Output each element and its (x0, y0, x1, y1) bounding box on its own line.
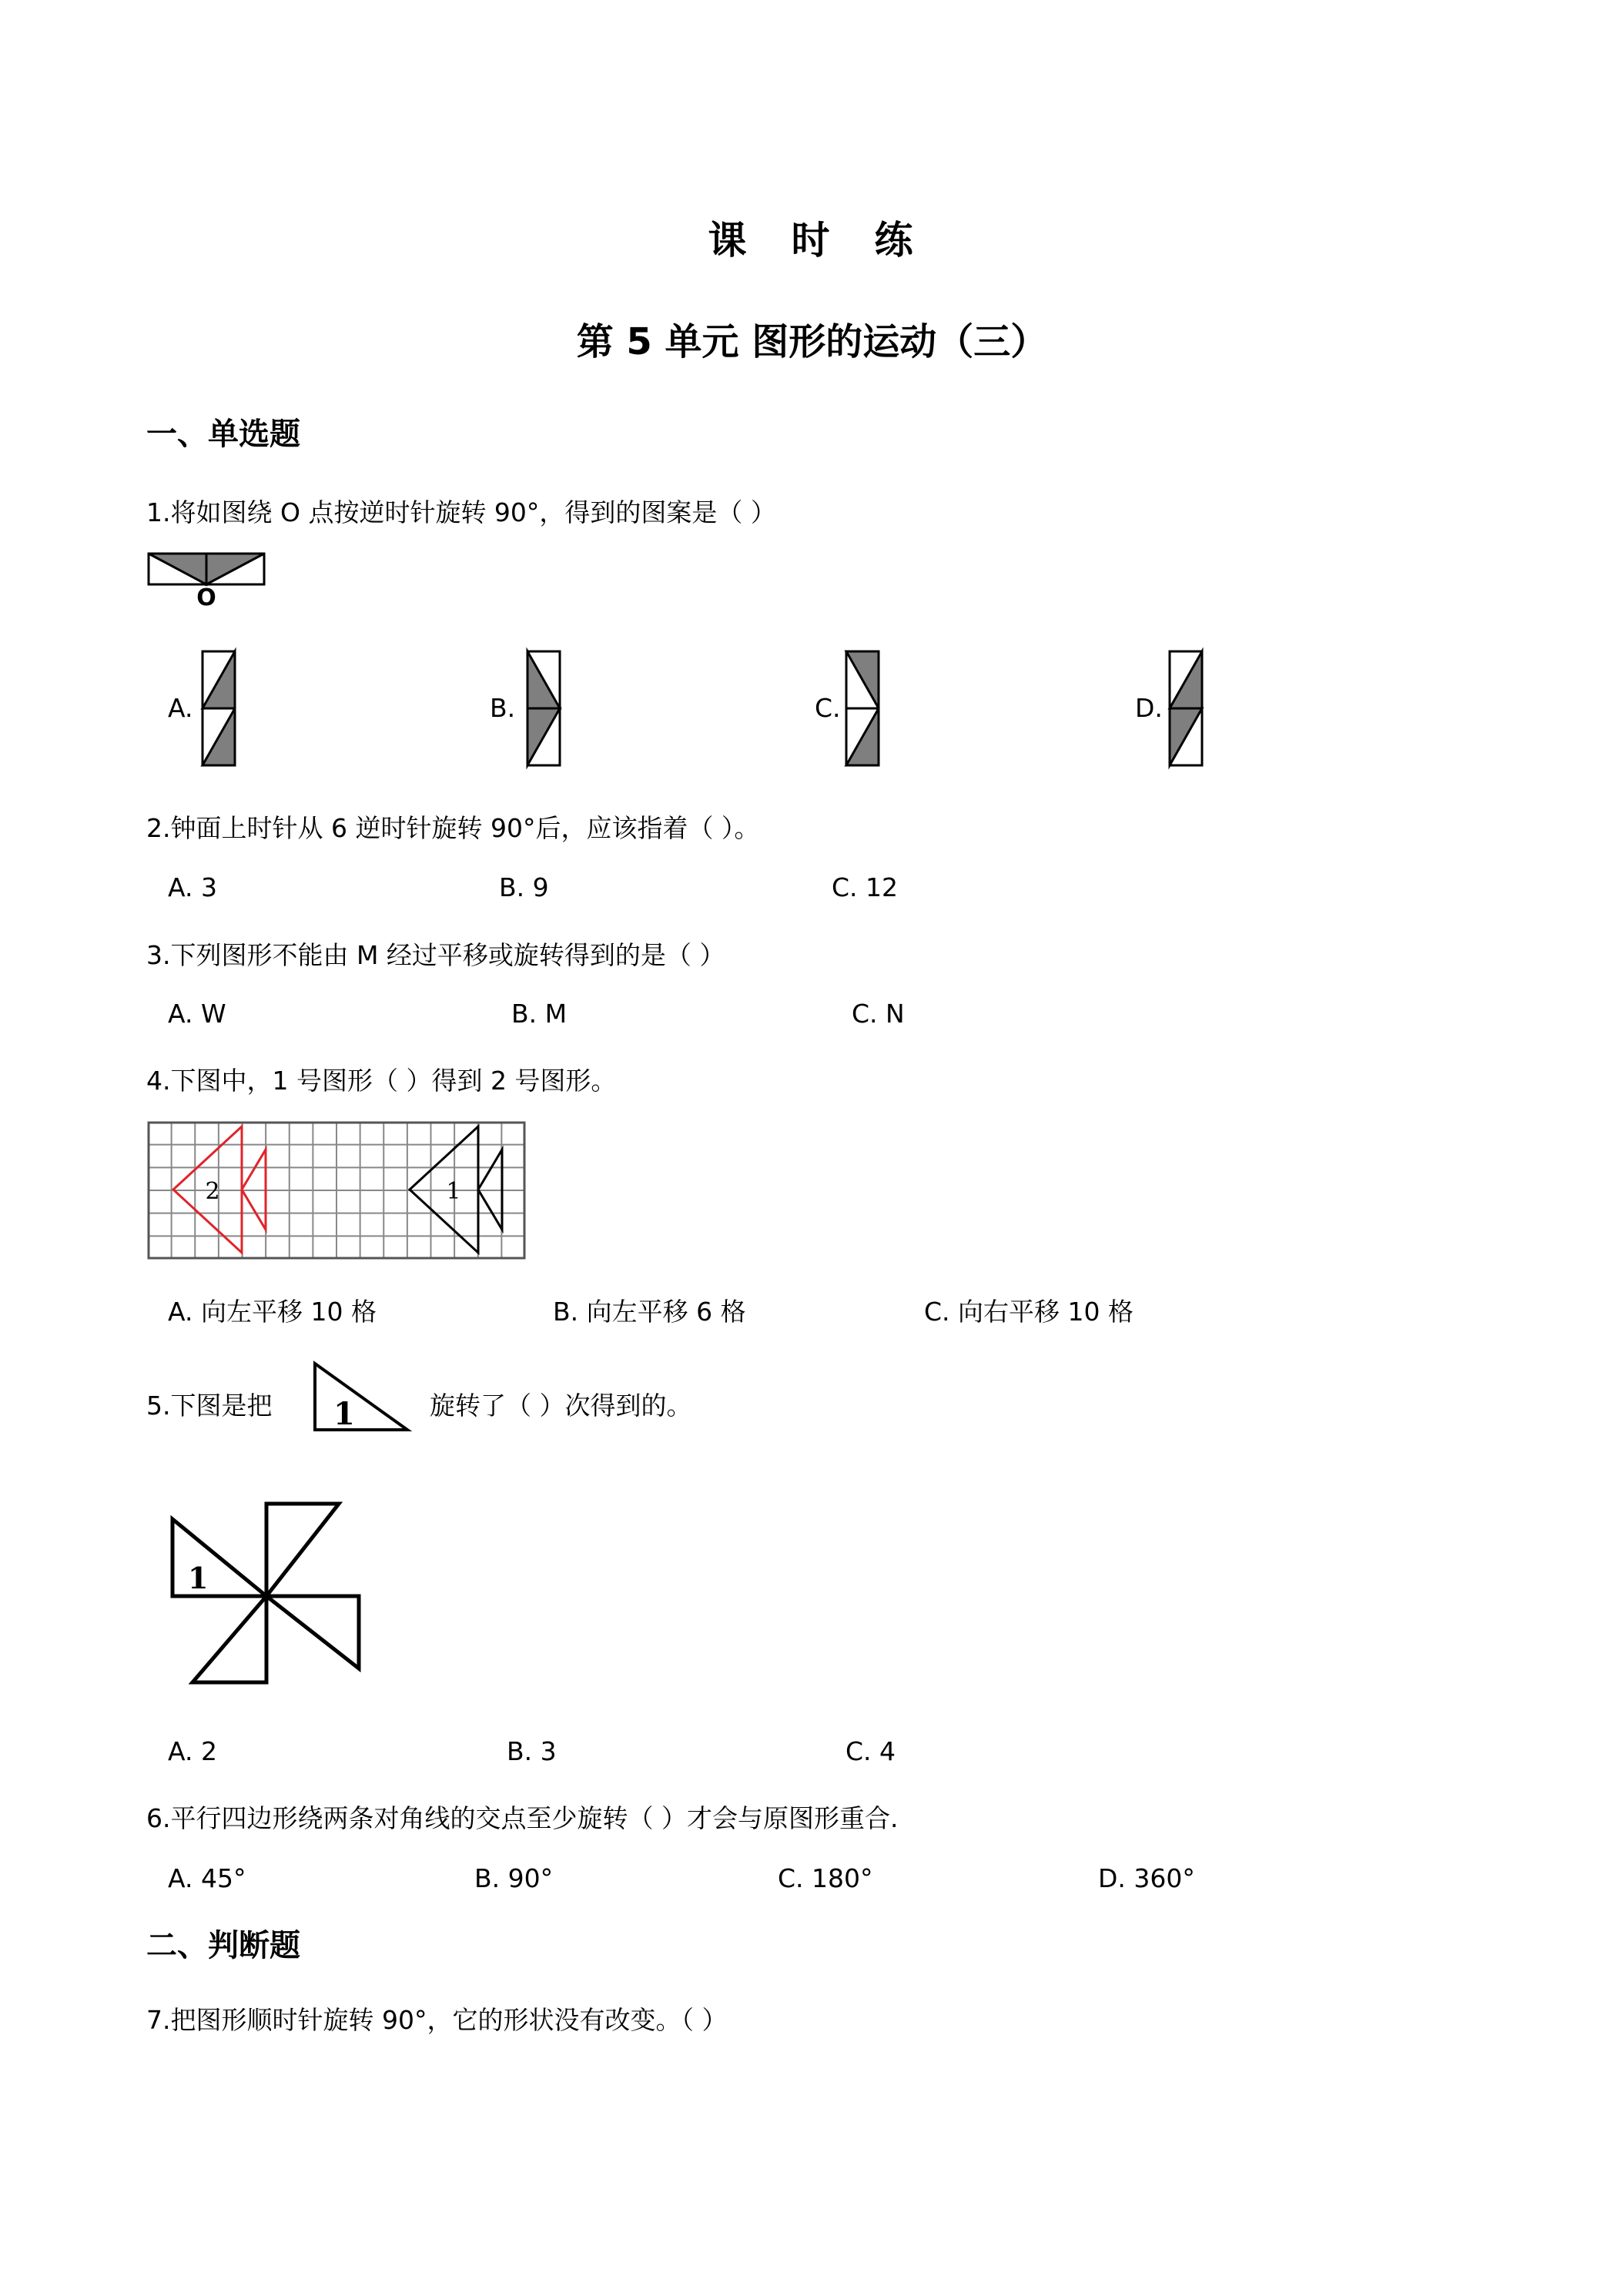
q2-option-a[interactable]: A. 3 (168, 872, 217, 902)
q5-option-b[interactable]: B. 3 (507, 1736, 557, 1766)
q2-option-b[interactable]: B. 9 (499, 872, 549, 902)
q6-option-b[interactable]: B. 90° (474, 1863, 554, 1893)
q6-option-d[interactable]: D. 360° (1098, 1863, 1195, 1893)
question-7-text: 7.把图形顺时针旋转 90°，它的形状没有改变。（ ） (146, 2005, 728, 2035)
question-2-text: 2.钟面上时针从 6 逆时针旋转 90°后，应该指着（ ）。 (146, 813, 760, 843)
q4-shape-2-label: 2 (205, 1178, 220, 1205)
q5-pinwheel-figure (168, 1498, 365, 1689)
q3-option-a[interactable]: A. W (168, 999, 226, 1029)
page-title: 课 时 练 (708, 218, 916, 263)
q4-option-a[interactable]: A. 向左平移 10 格 (168, 1297, 377, 1327)
question-5-text-after: 旋转了（ ）次得到的。 (430, 1391, 692, 1421)
question-5-text-before: 5.下图是把 (146, 1391, 273, 1421)
q3-option-c[interactable]: C. N (852, 999, 905, 1029)
q1-figure (148, 553, 265, 611)
q1-option-c-figure (845, 651, 879, 766)
section-heading-true-false: 二、判断题 (146, 1928, 300, 1963)
q5-option-c[interactable]: C. 4 (845, 1736, 896, 1766)
q2-option-c[interactable]: C. 12 (832, 872, 899, 902)
section-heading-single-choice: 一、单选题 (146, 417, 300, 452)
q6-option-c[interactable]: C. 180° (778, 1863, 873, 1893)
unit-subtitle: 第 5 单元 图形的运动（三） (576, 320, 1048, 363)
q5-option-a[interactable]: A. 2 (168, 1736, 217, 1766)
question-3-text: 3.下列图形不能由 M 经过平移或旋转得到的是（ ） (146, 940, 725, 970)
q1-option-b-figure (527, 651, 561, 766)
q1-option-b[interactable]: B. (490, 693, 516, 723)
q3-option-b[interactable]: B. M (511, 999, 568, 1029)
q4-option-c[interactable]: C. 向右平移 10 格 (924, 1297, 1133, 1327)
q1-point-o-label: O (196, 584, 216, 611)
q1-option-d[interactable]: D. (1135, 693, 1163, 723)
q1-option-a[interactable]: A. (168, 693, 193, 723)
question-1-text: 1.将如图绕 O 点按逆时针旋转 90°，得到的图案是（ ） (146, 497, 776, 527)
q5-inline-triangle-label: 1 (333, 1396, 355, 1432)
question-6-text: 6.平行四边形绕两条对角线的交点至少旋转（ ）才会与原图形重合. (146, 1803, 899, 1833)
q5-inline-triangle (310, 1359, 412, 1436)
q4-option-b[interactable]: B. 向左平移 6 格 (553, 1297, 746, 1327)
q4-shape-1-label: 1 (446, 1178, 461, 1205)
q6-option-a[interactable]: A. 45° (168, 1863, 246, 1893)
q1-option-a-figure (202, 651, 236, 766)
q5-pinwheel-label: 1 (188, 1561, 209, 1595)
q4-grid-figure (148, 1122, 525, 1259)
question-4-text: 4.下图中，1 号图形（ ）得到 2 号图形。 (146, 1066, 617, 1096)
q1-option-d-figure (1169, 651, 1203, 766)
q1-option-c[interactable]: C. (815, 693, 841, 723)
